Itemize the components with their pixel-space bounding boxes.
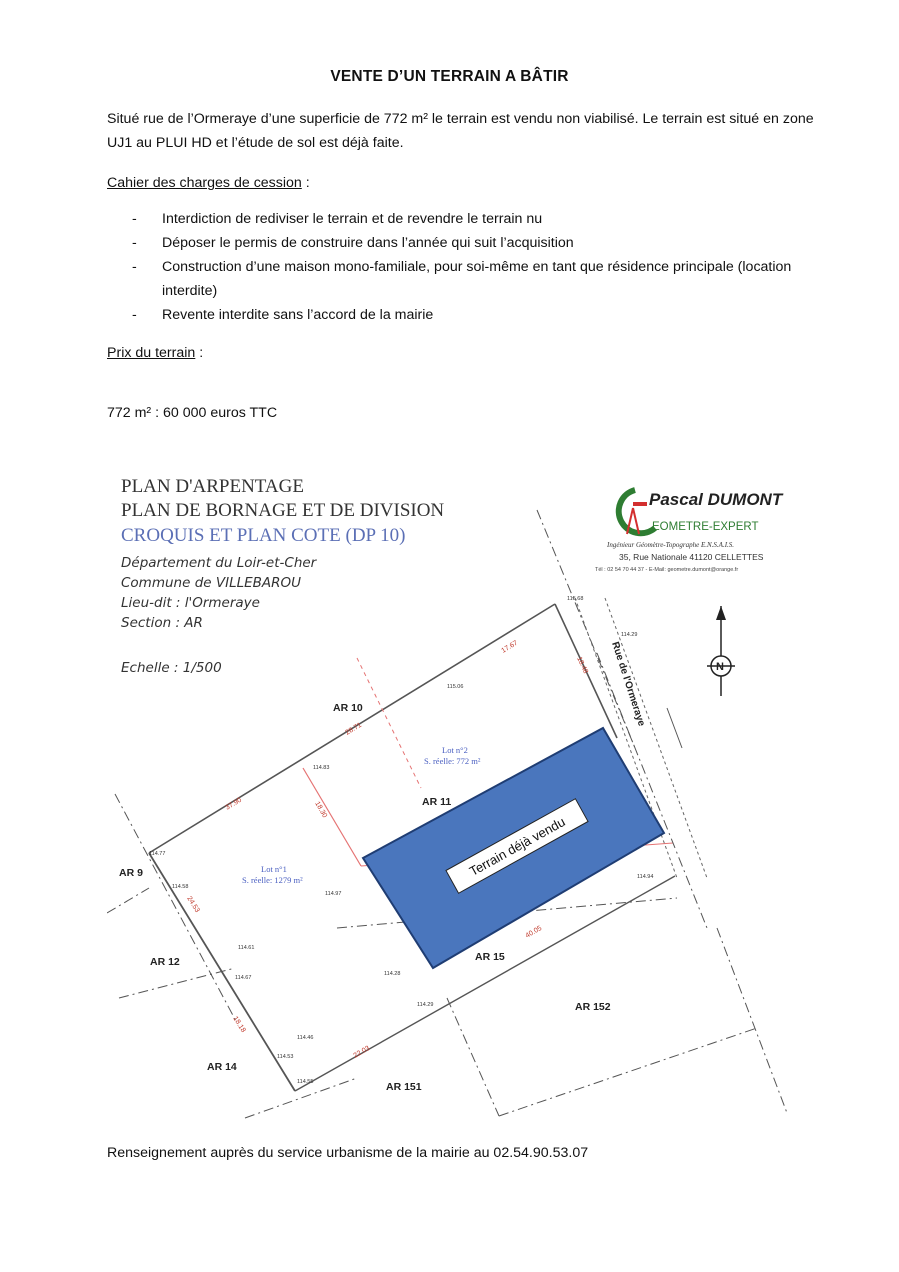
charges-heading [107, 171, 827, 195]
list-item: - Revente interdite sans l’accord de la mairie [132, 307, 434, 323]
altitude-label: 114.29 [621, 632, 638, 638]
parcel-label: AR 9 [119, 867, 143, 879]
sold-label: Terrain déjà vendu [466, 813, 568, 879]
firm-contact: Tél : 02 54 70 44 37 - E-Mail: geometre.dumont@orange.fr [595, 567, 739, 573]
lot2-name: Lot n°2 [442, 745, 468, 755]
north-arrow-icon [707, 606, 735, 696]
altitude-label: 114.94 [637, 874, 654, 880]
charges-heading-text: Cahier des charges de cession [107, 175, 302, 191]
dimension-label: 37.90 [224, 796, 244, 812]
dimension-label: 17.67 [500, 639, 520, 655]
dimension-label: 18.48 [575, 655, 589, 675]
plan-echelle: Echelle : 1/500 [121, 660, 222, 676]
survey-plan-drawing [107, 458, 797, 1128]
charges-heading-colon: : [301, 175, 310, 191]
dimension-label: 22.03 [352, 1044, 372, 1060]
parcel-label: AR 12 [150, 956, 180, 968]
dimension-label: 24.53 [185, 895, 201, 914]
intro-paragraph: Situé rue de l’Ormeraye d’une superficie de 772 m² le terrain est vendu non viabilisé. Le terrain est situé en zone UJ1 au PLUI HD et l’étude de sol est déjà faite. [107, 111, 814, 151]
list-item: - Interdiction de rediviser le terrain et de revendre le terrain nu [132, 211, 543, 227]
parcel-label: AR 15 [475, 951, 505, 963]
lot1-name: Lot n°1 [261, 864, 287, 874]
list-item-text: Déposer le permis de construire dans l’année qui suit l’acquisition [162, 235, 574, 251]
survey-plan [107, 458, 797, 1128]
street-label: Rue de l'Ormeraye [609, 640, 647, 728]
altitude-label: 114.77 [149, 851, 166, 857]
dimension-label: 18.18 [231, 1015, 247, 1034]
altitude-label: 114.46 [297, 1035, 314, 1041]
list-item: - Déposer le permis de construire dans l’année qui suit l’acquisition [132, 235, 574, 251]
contact-line: Renseignement auprès du service urbanisme de la mairie au 02.54.90.53.07 [107, 1145, 589, 1161]
altitude-label: 114.28 [384, 971, 401, 977]
plan-title-2: PLAN DE BORNAGE ET DE DIVISION [121, 500, 445, 521]
parcel-label: AR 11 [422, 796, 452, 808]
plan-lieu-dit: Lieu-dit : l'Ormeraye [121, 595, 260, 611]
page-title: VENTE D’UN TERRAIN A BÂTIR [330, 68, 569, 85]
plan-title-1: PLAN D'ARPENTAGE [121, 476, 304, 497]
plan-section: Section : AR [121, 615, 203, 631]
price-heading-colon: : [195, 345, 204, 361]
list-item-text: Interdiction de rediviser le terrain et de revendre le terrain nu [162, 211, 543, 227]
price-heading [107, 341, 827, 365]
firm-address: 35, Rue Nationale 41120 CELLETTES [619, 552, 764, 562]
parcel-label: AR 14 [207, 1061, 237, 1073]
parcel-label: AR 152 [575, 1001, 611, 1013]
list-item-text: Revente interdite sans l’accord de la mairie [162, 307, 434, 323]
north-label: N [716, 661, 724, 673]
altitude-label: 115.68 [567, 596, 584, 602]
plan-departement: Département du Loir-et-Cher [121, 555, 317, 571]
parcel-label: AR 151 [386, 1081, 422, 1093]
altitude-label: 114.53 [277, 1054, 294, 1060]
altitude-label: 114.83 [313, 765, 330, 771]
dimension-label: 18.30 [313, 800, 329, 820]
altitude-label: 114.61 [238, 945, 255, 951]
price-value: 772 m² : 60 000 euros TTC [107, 405, 278, 421]
plan-commune: Commune de VILLEBAROU [121, 575, 302, 591]
lot2-area: S. réelle: 772 m² [424, 756, 481, 766]
lot1-area: S. réelle: 1279 m² [242, 875, 303, 885]
dimension-label: 40.05 [524, 924, 544, 940]
list-item: - Construction d’une maison mono-familiale, pour soi-même en tant que résidence principale (location interdite) [132, 259, 792, 299]
altitude-label: 115.06 [447, 684, 464, 690]
firm-name: Pascal DUMONT [649, 490, 783, 509]
parcel-label: AR 10 [333, 702, 363, 714]
altitude-label: 114.97 [325, 891, 342, 897]
firm-engineer: Ingénieur Géomètre-Topographe E.N.S.A.I.S. [607, 541, 735, 549]
dimension-label: 28.71 [344, 721, 364, 737]
altitude-label: 114.55 [297, 1079, 314, 1085]
price-heading-text: Prix du terrain [107, 345, 196, 361]
plan-title-3: CROQUIS ET PLAN COTE (DP 10) [121, 525, 406, 546]
altitude-label: 114.29 [417, 1002, 434, 1008]
altitude-label: 114.67 [235, 975, 252, 981]
list-item-text: Construction d’une maison mono-familiale, pour soi-même en tant que résidence principale (location interdite) [162, 259, 792, 299]
charges-list [107, 207, 827, 327]
altitude-label: 114.58 [172, 884, 189, 890]
firm-subtitle: EOMETRE-EXPERT [652, 521, 759, 533]
